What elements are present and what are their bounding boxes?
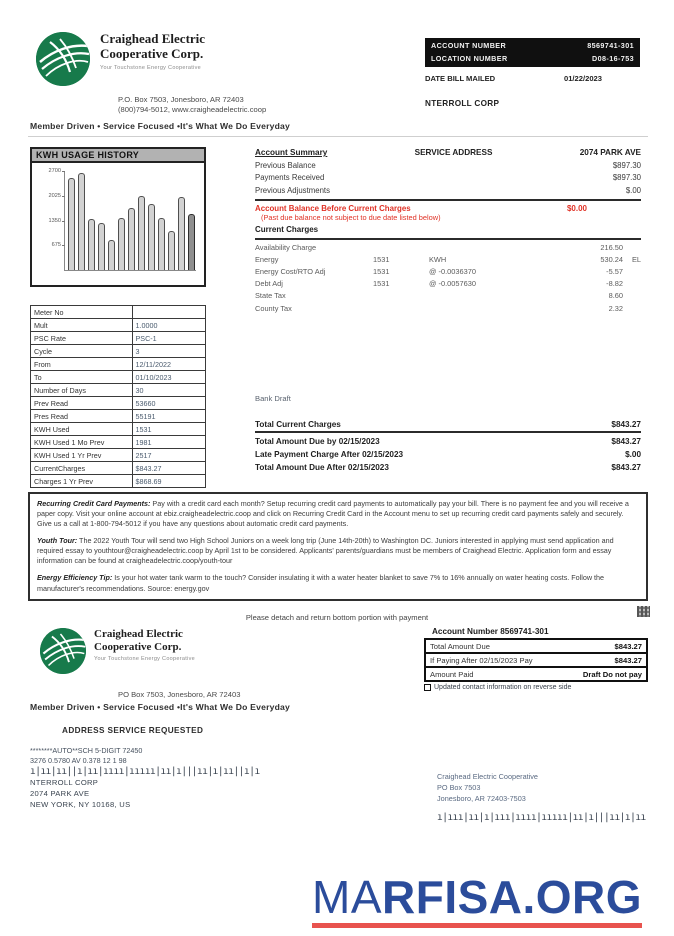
summary-row: Payments Received $897.30 xyxy=(255,173,641,182)
late-payment-charge: Late Payment Charge After 02/15/2023 $.00 xyxy=(255,450,641,459)
divider xyxy=(255,238,641,240)
current-charges-heading: Current Charges xyxy=(255,224,319,234)
table-row: Cycle 3 xyxy=(31,345,206,358)
total-current-charges: Total Current Charges $843.27 xyxy=(255,420,641,429)
total-due-after: Total Amount Due After 02/15/2023 $843.27 xyxy=(255,463,641,472)
charge-row: State Tax 8.60 xyxy=(255,291,623,301)
company-logo-icon xyxy=(40,628,86,674)
kwh-bar xyxy=(118,218,125,270)
y-tick-675: 675 xyxy=(51,242,61,249)
remit-amount-paid: Amount Paid Draft Do not pay xyxy=(430,669,642,679)
address-service-requested: ADDRESS SERVICE REQUESTED xyxy=(62,726,204,735)
charge-row: County Tax 2.32 xyxy=(255,303,623,313)
y-tick-2700: 2700 xyxy=(48,168,61,174)
table-row: Meter No xyxy=(31,306,206,319)
kwh-bar xyxy=(108,240,115,270)
payee-address: Craighead Electric Cooperative PO Box 7503 Jonesboro, AR 72403-7503 xyxy=(437,772,538,803)
brand-light-part: MA xyxy=(312,871,382,923)
y-tick-2025: 2025 xyxy=(48,192,61,199)
notice-recurring-cc: Recurring Credit Card Payments: Pay with a credit card each month? Setup recurring credit card payments to automatically pay your bill. There is no payment fee and you will receive a paper copy. Visit your online account at ebiz.craigheadelectric.coop and click on Recurring Credit Card in the Account menu to set up recurring credit card payments safely and securely. Give us a call at 1-800-794-5012 if you have any questions about automatic credit card payments. xyxy=(37,499,629,529)
company-logo-icon xyxy=(36,32,90,86)
charge-row: Energy Cost/RTO Adj 1531 @ -0.0036370 -5.57 xyxy=(255,267,623,277)
charge-row: Debt Adj 1531 @ -0.0057630 -8.82 xyxy=(255,279,623,289)
meter-table xyxy=(30,305,206,488)
detach-instruction: Please detach and return bottom portion with payment xyxy=(245,613,429,622)
brand-bold-part: RFISA.ORG xyxy=(382,871,643,923)
divider xyxy=(255,199,641,201)
divider xyxy=(255,431,641,433)
summary-row: Previous Balance $897.30 xyxy=(255,160,641,170)
updated-contact-label: Updated contact information on reverse side xyxy=(434,684,572,691)
kwh-bar xyxy=(138,196,145,270)
logo-swoosh-icon xyxy=(36,32,90,86)
y-tick-1350: 1350 xyxy=(48,217,61,224)
table-row: KWH Used 1 Yr Prev 2517 xyxy=(31,449,206,462)
y-tickmark xyxy=(62,221,65,222)
account-number-label: ACCOUNT NUMBER xyxy=(431,41,507,50)
location-number-label: LOCATION NUMBER xyxy=(431,53,508,63)
table-row: CurrentCharges $843.27 xyxy=(31,462,206,475)
updated-contact-row xyxy=(424,684,571,691)
remittance-table xyxy=(424,638,648,682)
kwh-bar xyxy=(158,218,165,270)
table-row: To 01/10/2023 xyxy=(31,371,206,384)
scanline-mark-icon xyxy=(637,606,650,617)
postnet-barcode: ı|ıı|ıı||ı|ıı|ıııı|ııııı|ıı|ı|||ıı|ı|ıı||ı|ı xyxy=(30,766,260,777)
summary-title: Account Summary xyxy=(255,148,328,157)
account-summary xyxy=(255,148,641,313)
table-row: PSC Rate PSC-1 xyxy=(31,332,206,345)
table-row: Number of Days 30 xyxy=(31,384,206,397)
company-motto: Member Driven • Service Focused •It's What We Do Everyday xyxy=(30,121,291,131)
payee-barcode: ı|ııı|ıı|ı|ııı|ıııı|ııııı|ıı|ı|||ıı|ı|ıı xyxy=(437,812,646,823)
company-tagline: Your Touchstone Energy Cooperative xyxy=(100,64,202,71)
table-row: Pres Read 55191 xyxy=(31,410,206,423)
company-address: P.O. Box 7503, Jonesboro, AR 72403 (800)794-5012, www.craigheadelectric.coop xyxy=(118,95,267,115)
y-tickmark xyxy=(62,171,65,172)
brand-underline xyxy=(312,923,642,928)
marfisa-watermark xyxy=(312,871,643,928)
updated-contact-checkbox[interactable] xyxy=(424,684,431,691)
kwh-bar xyxy=(128,208,135,270)
service-address-value: 2074 PARK AVE xyxy=(579,148,641,157)
kwh-bar xyxy=(68,178,75,270)
table-row: Mult 1.0000 xyxy=(31,319,206,332)
stub-motto: Member Driven • Service Focused •It's What We Do Everyday xyxy=(30,702,291,712)
table-row: KWH Used 1 Mo Prev 1981 xyxy=(31,436,206,449)
kwh-bar xyxy=(148,204,155,270)
kwh-bar xyxy=(168,231,175,270)
kwh-bar xyxy=(88,219,95,270)
stub-company-header xyxy=(40,628,195,674)
header-divider xyxy=(28,136,648,137)
customer-name: NTERROLL CORP xyxy=(425,99,500,108)
company-header xyxy=(36,32,205,86)
service-address-label: SERVICE ADDRESS xyxy=(414,148,493,157)
company-name: Craighead Electric Cooperative Corp. xyxy=(94,628,183,653)
date-bill-mailed: DATE BILL MAILED 01/22/2023 xyxy=(425,74,602,83)
summary-row: Previous Adjustments $.00 xyxy=(255,185,641,195)
mail-sort-codes: ********AUTO**SCH 5-DIGIT 72450 3276 0.5780 AV 0.378 12 1 98 xyxy=(30,746,143,766)
y-tickmark xyxy=(62,196,65,197)
remit-total-due: Total Amount Due $843.27 xyxy=(426,640,646,654)
kwh-bar xyxy=(188,214,195,270)
kwh-bar xyxy=(98,223,105,270)
kwh-bar xyxy=(178,197,185,270)
table-row: Charges 1 Yr Prev $868.69 xyxy=(31,475,206,488)
stub-po-address: PO Box 7503, Jonesboro, AR 72403 xyxy=(118,690,241,699)
kwh-usage-chart xyxy=(30,147,206,287)
totals-block xyxy=(255,416,641,472)
notice-energy-tip: Energy Efficiency Tip: Is your hot water tank warm to the touch? Consider insulating it with a water heater blanket to save 7% to 16% annually on water heating costs. Follow the manufacturer's recommendations. Source: energy.gov xyxy=(37,573,605,593)
charge-row: Energy 1531 KWH 530.24 EL xyxy=(255,254,641,264)
stub-account-number: Account Number 8569741-301 xyxy=(432,627,549,636)
y-tickmark xyxy=(62,245,65,246)
account-number-box xyxy=(425,38,640,67)
account-number-value: 8569741-301 xyxy=(587,41,634,50)
chart-plot-area xyxy=(48,168,196,271)
chart-title: KWH USAGE HISTORY xyxy=(32,149,204,163)
remit-after-date: If Paying After 02/15/2023 Pay $843.27 xyxy=(426,654,646,668)
notice-youth-tour: Youth Tour: The 2022 Youth Tour will send two High School Juniors on a week long trip (June 14th-20th) to Washington DC. Juniors interested in applying must send application and required essay to youthtour@craigheadelectric.coop by April 1st to be considered. Applicants' parents/guardians must be members of Craighead Electric. Application form and essay information can be found at craigheadelectric.coop/youth-tour xyxy=(37,536,614,566)
company-tagline: Your Touchstone Energy Cooperative xyxy=(94,656,196,663)
table-row: From 12/11/2022 xyxy=(31,358,206,371)
company-name: Craighead Electric Cooperative Corp. xyxy=(100,31,206,61)
table-row: Prev Read 53660 xyxy=(31,397,206,410)
location-number-value: D08-16-753 xyxy=(592,53,634,63)
charge-row: Availability Charge 216.50 xyxy=(255,242,623,252)
total-due-by: Total Amount Due by 02/15/2023 $843.27 xyxy=(255,437,641,446)
table-row: KWH Used 1531 xyxy=(31,423,206,436)
bank-draft-note: Bank Draft xyxy=(255,394,291,403)
recipient-address: NTERROLL CORP 2074 PARK AVE NEW YORK, NY 10168, US xyxy=(30,778,131,809)
balance-before-charges-notice: Account Balance Before Current Charges (Past due balance not subject to due date listed below) $0.00 xyxy=(255,204,641,222)
kwh-bars xyxy=(68,171,195,270)
balance-before-charges-amount: $0.00 xyxy=(566,203,587,213)
notices-box xyxy=(28,492,648,601)
logo-swoosh-icon xyxy=(40,628,86,674)
kwh-bar xyxy=(78,173,85,270)
